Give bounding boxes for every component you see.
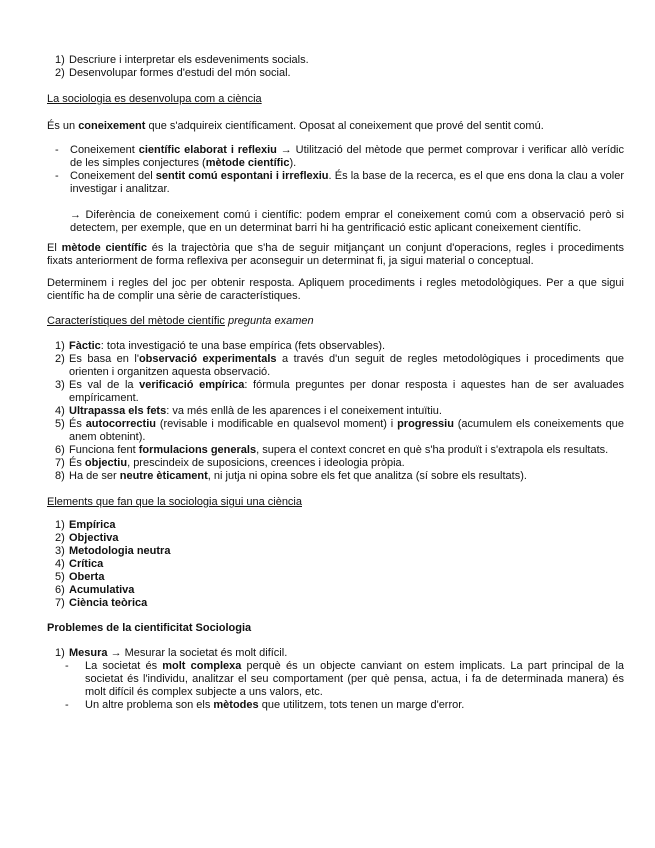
list-item: - Coneixement del sentit comú espontani i irreflexiu. És la base de la recerca, es el que ens dona la clau a voler investigar i analitzar. xyxy=(55,170,625,195)
item-number: 1) xyxy=(55,54,65,66)
list-item: 1) Mesura → Mesurar la societat és molt difícil. xyxy=(55,647,288,659)
list-item: 2) Objectiva xyxy=(55,532,119,544)
list-item: 2) Es basa en l'observació experimentals a través d'un seguit de regles metodològiques i procediments que orienten i organitzen aquesta observació. xyxy=(55,353,624,378)
list-item: 5) Oberta xyxy=(55,571,105,583)
paragraph-regles-joc: Determinem i regles del joc per obtenir resposta. Apliquem procediments i regles metodològiques. Per a que sigui científic ha de complir una sèrie de característiques. xyxy=(47,277,624,302)
list-item: 1) Fàctic: tota investigació te una base empírica (fets observables). xyxy=(55,340,386,352)
paragraph-coneixement: És un coneixement que s'adquireix científicament. Oposat al coneixement que prové del sentit comú. xyxy=(47,120,544,132)
intro-list xyxy=(47,54,624,80)
item-text: Descriure i interpretar els esdeveniments socials. xyxy=(69,54,309,66)
list-item: 1) Empírica xyxy=(55,519,116,531)
knowledge-difference-note: → Diferència de coneixement comú i científic: podem emprar el coneixement comú com a observació però si detectem, per exemple, que en un determinat barri hi ha gentrificació estic aplicant coneixement científic. xyxy=(70,209,624,234)
list-item: 3) Es val de la verificació empírica: fórmula preguntes per donar resposta i aquestes han de ser avaluades empíricament. xyxy=(55,379,625,404)
list-item: 6) Acumulativa xyxy=(55,584,135,596)
list-item: 8) Ha de ser neutre èticament, ni jutja ni opina sobre els fet que analitza (sí sobre els resultats). xyxy=(55,470,527,482)
section-heading-elements: Elements que fan que la sociologia sigui una ciència xyxy=(47,496,302,508)
list-item: - Un altre problema son els mètodes que utilitzem, tots tenen un marge d'error. xyxy=(65,699,465,711)
list-item: 5) És autocorrectiu (revisable i modificable en qualsevol moment) i progressiu (acumulem els coneixements que anem obtenint). xyxy=(55,418,624,443)
list-item: 4) Ultrapassa els fets: va més enllà de les aparences i el coneixement intuïtiu. xyxy=(55,405,442,417)
elements-list xyxy=(47,519,624,610)
list-item xyxy=(47,67,624,80)
item-text: Desenvolupar formes d'estudi del món social. xyxy=(69,67,291,79)
document-page xyxy=(47,54,624,712)
list-item xyxy=(47,54,624,67)
list-item: 7) És objectiu, prescindeix de suposicions, creences i ideologia pròpia. xyxy=(55,457,405,469)
section-heading-problems: Problemes de la cientificitat Sociologia xyxy=(47,622,252,634)
paragraph-metode-cientific: El mètode científic és la trajectòria que s'ha de seguir mitjançant un conjunt d'operacions, regles i procediments fixats anteriorment de forma reflexiva per aconseguir un determinat fi, ja sigui material o conceptual. xyxy=(47,242,624,267)
knowledge-types-list xyxy=(47,144,624,196)
problems-sublist xyxy=(47,660,624,712)
list-item: 4) Crítica xyxy=(55,558,104,570)
list-item: 7) Ciència teòrica xyxy=(55,597,148,609)
section-heading-characteristics: Característiques del mètode científic pregunta examen xyxy=(47,315,314,327)
problems-list xyxy=(47,647,624,660)
list-item: 6) Funciona fent formulacions generals, supera el context concret en què s'ha produït i s'extrapola els resultats. xyxy=(55,444,609,456)
characteristics-list xyxy=(47,340,624,483)
list-item: - La societat és molt complexa perquè és un objecte canviant on estem implicats. La part principal de la societat és l'individu, analitzar el seu comportament (per què pensa, actua, i fa de determinada manera) és molt difícil és complex subjecte a uns valors, etc. xyxy=(65,660,625,698)
item-number: 2) xyxy=(55,67,65,79)
list-item: 3) Metodologia neutra xyxy=(55,545,171,557)
list-item: - Coneixement científic elaborat i reflexiu → Utilització del mètode que permet comprovar i verificar allò verídic de les simples conjectures (mètode científic). xyxy=(55,144,625,169)
section-heading-sociology-science: La sociologia es desenvolupa com a ciència xyxy=(47,93,262,105)
